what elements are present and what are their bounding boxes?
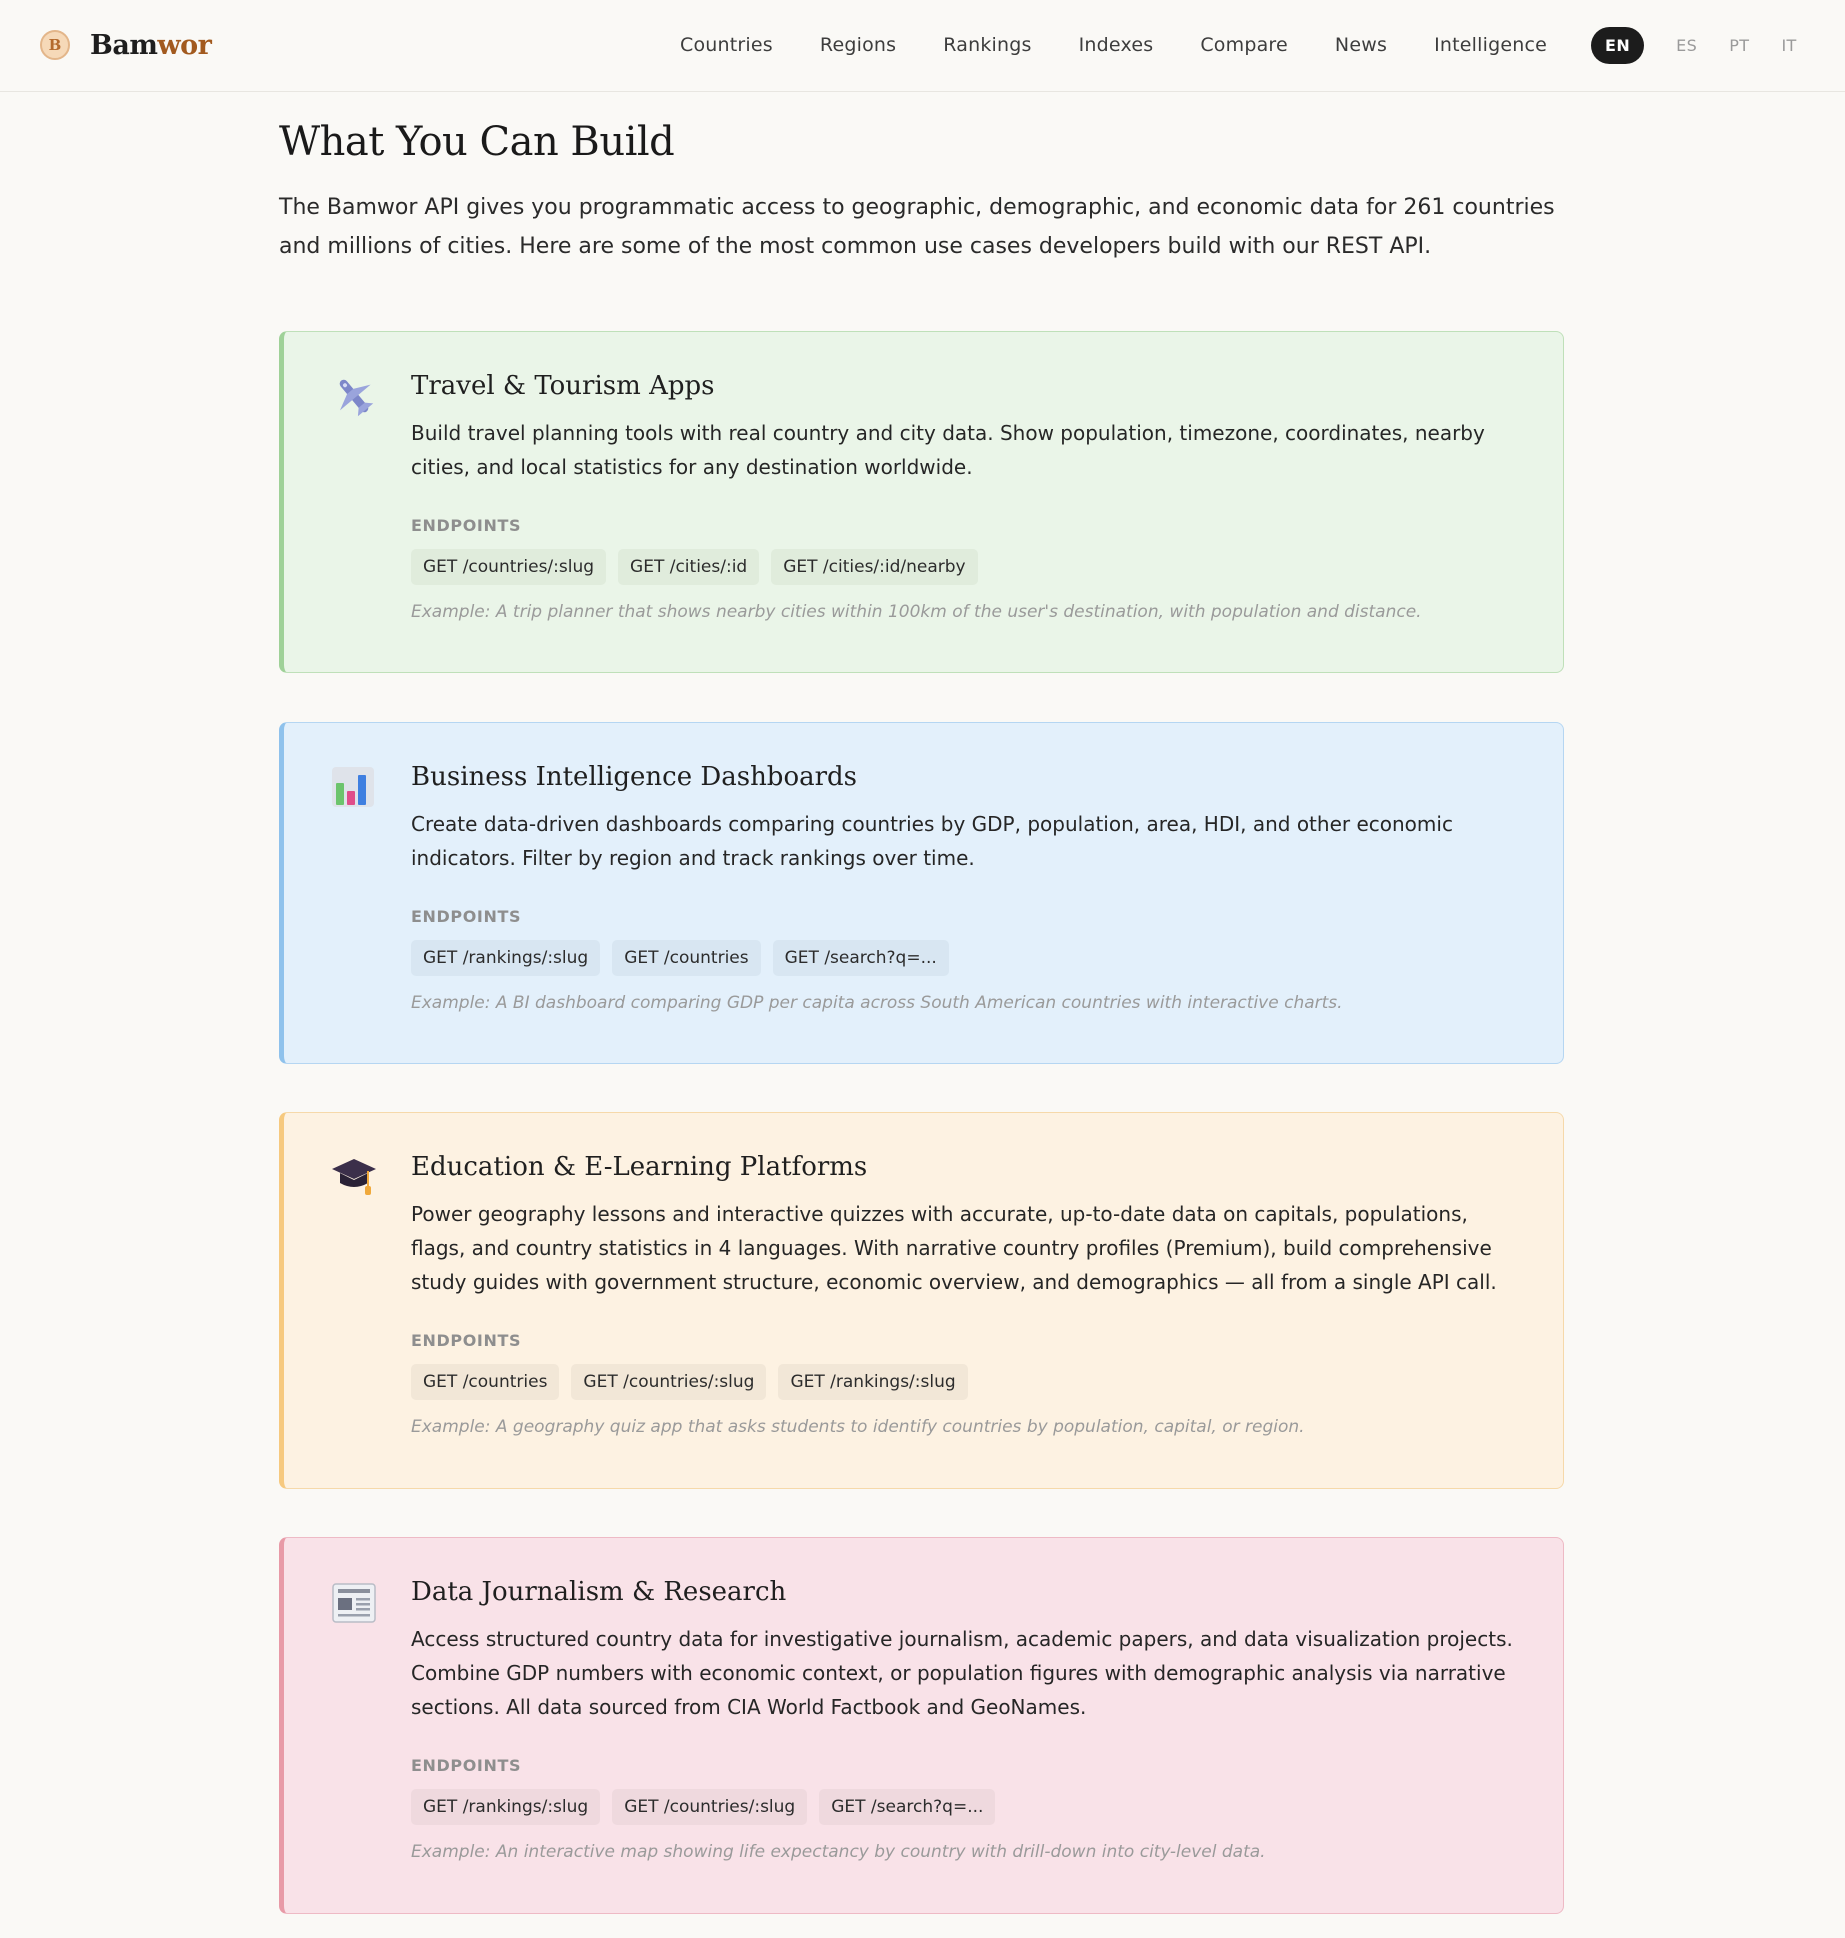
page-title: What You Can Build	[279, 119, 675, 165]
nav-news[interactable]: News	[1334, 34, 1388, 56]
airplane-icon	[330, 372, 378, 420]
nav-regions[interactable]: Regions	[819, 34, 897, 56]
endpoints-label: ENDPOINTS	[411, 1331, 522, 1350]
nav-indexes[interactable]: Indexes	[1078, 34, 1154, 56]
card-example: Example: An interactive map showing life expectancy by country with drill-down into city-level data.	[411, 1842, 1266, 1862]
card-body	[411, 1149, 1521, 1440]
endpoint-tag: GET /cities/:id	[618, 549, 759, 585]
endpoints-label: ENDPOINTS	[411, 1756, 522, 1775]
newspaper-icon	[330, 1578, 378, 1626]
lang-pt[interactable]: PT	[1729, 35, 1750, 55]
endpoint-tag: GET /countries/:slug	[571, 1364, 766, 1400]
endpoint-tag: GET /countries	[612, 940, 760, 976]
card-description: Create data-driven dashboards comparing countries by GDP, population, area, HDI, and other economic indicators. Filter by region and track rankings over time.	[411, 812, 1453, 870]
endpoint-list	[411, 1364, 1521, 1400]
card-title: Business Intelligence Dashboards	[411, 762, 858, 792]
nav-rankings[interactable]: Rankings	[943, 34, 1032, 56]
endpoint-tag: GET /countries/:slug	[411, 549, 606, 585]
card-body	[411, 368, 1521, 625]
endpoints-label: ENDPOINTS	[411, 907, 522, 926]
card-example: Example: A trip planner that shows nearby cities within 100km of the user's destination, with population and distance.	[411, 602, 1422, 622]
use-case-card-education	[279, 1112, 1564, 1489]
site-header	[0, 0, 1845, 92]
nav-intelligence[interactable]: Intelligence	[1434, 34, 1548, 56]
endpoint-tag: GET /cities/:id/nearby	[771, 549, 977, 585]
card-description: Build travel planning tools with real country and city data. Show population, timezone, coordinates, nearby cities, and local statistics for any destination worldwide.	[411, 421, 1485, 479]
card-body	[411, 1574, 1521, 1865]
lang-en[interactable]: EN	[1591, 27, 1644, 64]
endpoint-tag: GET /rankings/:slug	[411, 1789, 600, 1825]
card-description: Access structured country data for investigative journalism, academic papers, and data visualization projects. Combine GDP numbers with economic context, or population figures with demographic analysis via narrative sections. All data sourced from CIA World Factbook and GeoNames.	[411, 1627, 1513, 1719]
lang-it[interactable]: IT	[1781, 35, 1797, 55]
endpoint-tag: GET /search?q=...	[773, 940, 949, 976]
endpoint-list	[411, 1789, 1521, 1825]
lang-es[interactable]: ES	[1676, 35, 1698, 55]
logo[interactable]	[40, 28, 211, 62]
nav-countries[interactable]: Countries	[680, 34, 773, 56]
nav-compare[interactable]: Compare	[1200, 34, 1288, 56]
card-body	[411, 759, 1521, 1016]
card-title: Travel & Tourism Apps	[411, 371, 715, 401]
card-title: Education & E-Learning Platforms	[411, 1152, 868, 1182]
card-example: Example: A BI dashboard comparing GDP per capita across South American countries with interactive charts.	[411, 993, 1343, 1013]
graduation-cap-icon	[330, 1153, 378, 1201]
endpoint-tag: GET /countries	[411, 1364, 559, 1400]
endpoint-list	[411, 549, 1521, 585]
use-case-card-journalism	[279, 1537, 1564, 1914]
endpoint-tag: GET /search?q=...	[819, 1789, 995, 1825]
endpoint-list	[411, 940, 1521, 976]
bar-chart-icon	[330, 763, 378, 811]
endpoint-tag: GET /countries/:slug	[612, 1789, 807, 1825]
use-case-card-bi	[279, 722, 1564, 1064]
endpoint-tag: GET /rankings/:slug	[778, 1364, 967, 1400]
intro-paragraph: The Bamwor API gives you programmatic access to geographic, demographic, and economic data for 261 countries and millions of cities. Here are some of the most common use cases developers build with our REST API.	[279, 195, 1555, 259]
main-nav	[680, 30, 1594, 60]
logo-text: Bamwor	[90, 29, 212, 61]
endpoints-label: ENDPOINTS	[411, 516, 522, 535]
use-case-card-travel	[279, 331, 1564, 673]
logo-icon: B	[40, 30, 70, 60]
card-title: Data Journalism & Research	[411, 1577, 787, 1607]
endpoint-tag: GET /rankings/:slug	[411, 940, 600, 976]
card-description: Power geography lessons and interactive quizzes with accurate, up-to-date data on capitals, populations, flags, and country statistics in 4 languages. With narrative country profiles (Premium), build comprehensive study guides with government structure, economic overview, and demographics — all from a single API call.	[411, 1202, 1497, 1294]
language-switcher	[1591, 26, 1797, 64]
card-example: Example: A geography quiz app that asks students to identify countries by population, capital, or region.	[411, 1417, 1305, 1437]
main-content	[279, 116, 1564, 266]
